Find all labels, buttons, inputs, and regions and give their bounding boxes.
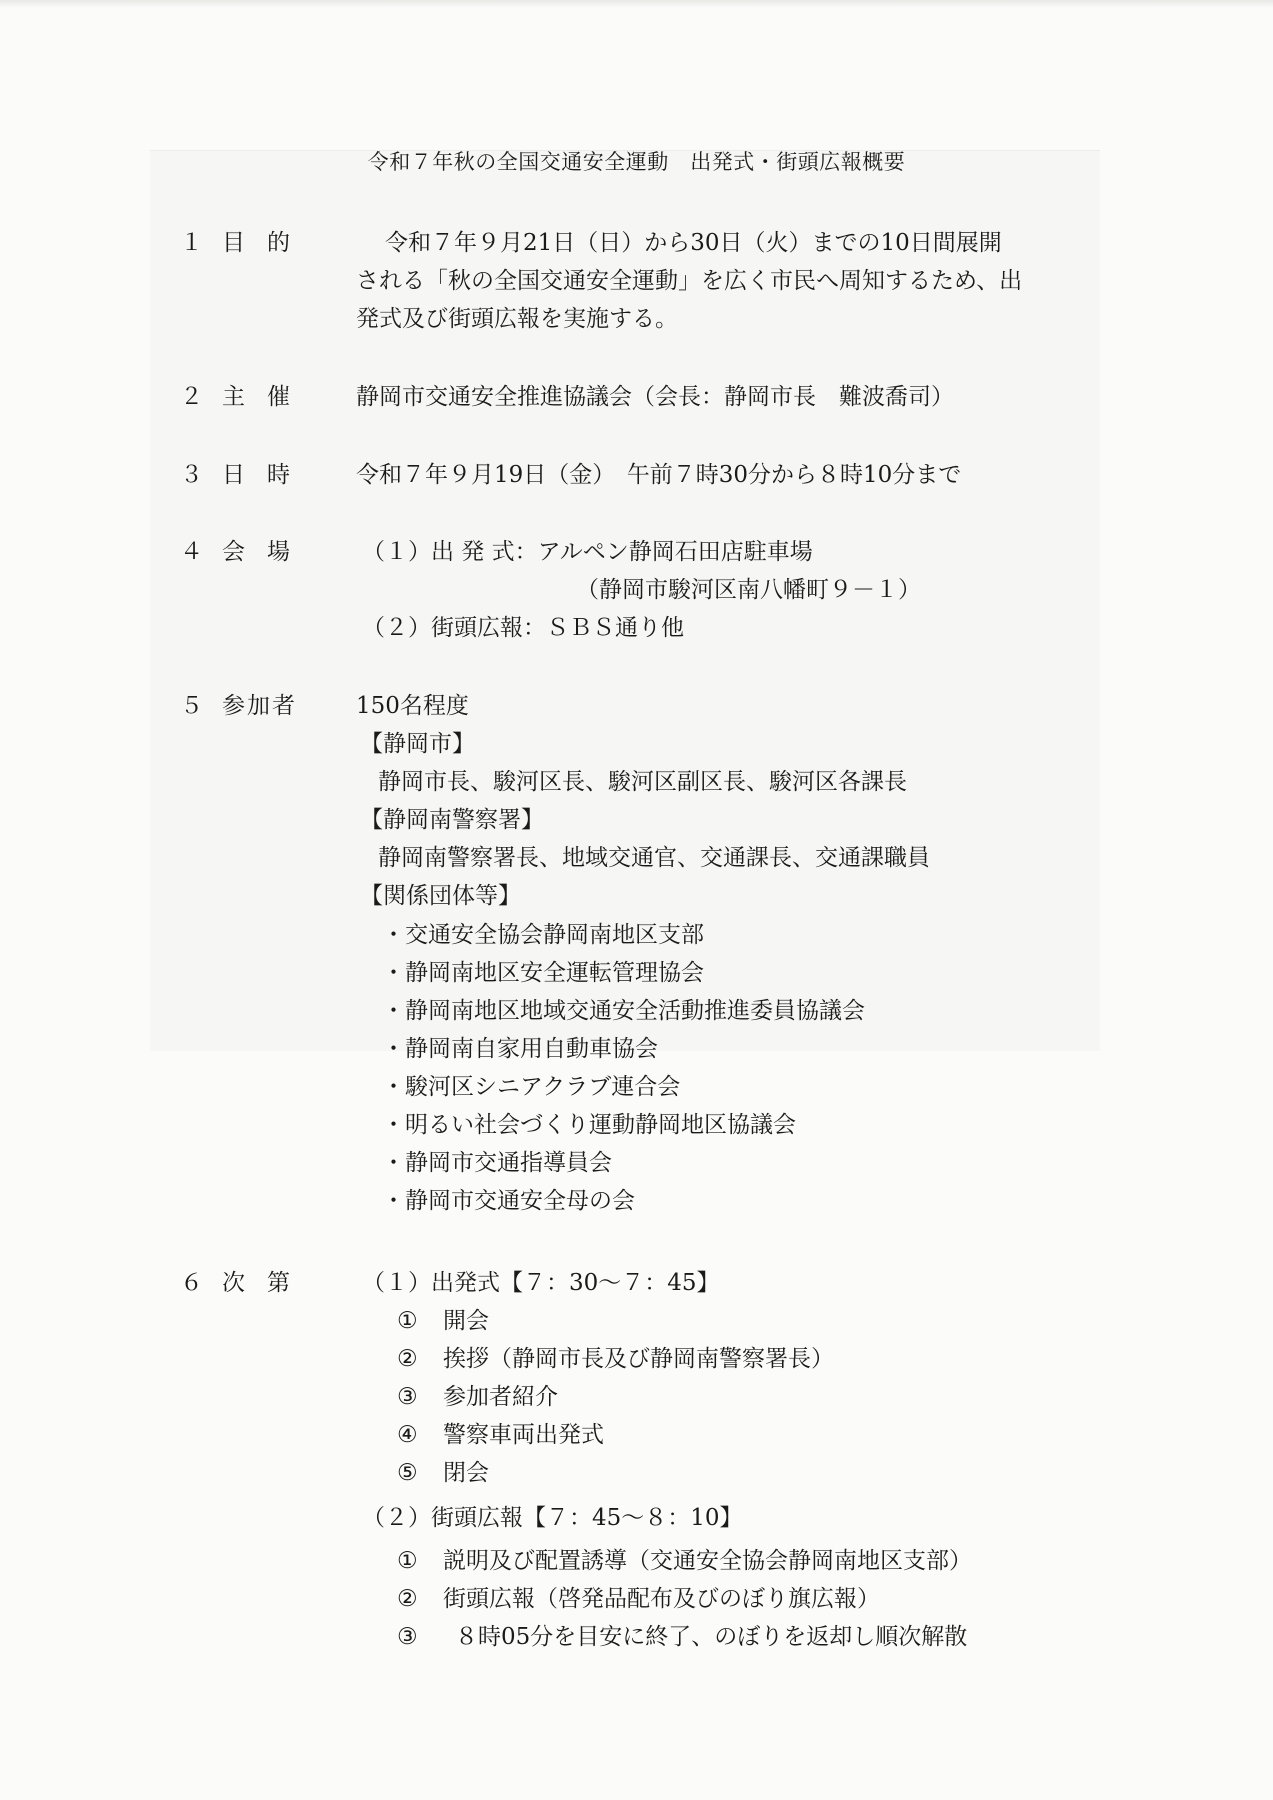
group-heading-related: 【関係団体等】	[360, 883, 521, 909]
organizer-text: 静岡市交通安全推進協議会（会長：静岡市長 難波喬司）	[356, 384, 954, 410]
section-3-number: ３	[180, 462, 203, 488]
section-4-label: 会場	[222, 539, 312, 565]
program-item-text: 説明及び配置誘導（交通安全協会静岡南地区支部）	[443, 1548, 972, 1574]
program-item-mark: ⑤	[397, 1460, 418, 1486]
program-item-mark: ③	[397, 1624, 418, 1650]
program-part2-heading: （２）街頭広報【７：45～８：10】	[362, 1505, 743, 1531]
related-org-item: ・駿河区シニアクラブ連合会	[382, 1074, 681, 1100]
program-item-mark: ④	[397, 1422, 418, 1448]
program-item-mark: ①	[397, 1308, 418, 1334]
venue-street: （２）街頭広報：ＳＢＳ通り他	[362, 615, 684, 641]
related-org-item: ・静岡南地区安全運転管理協会	[382, 960, 704, 986]
purpose-line-1: 令和７年９月21日（日）から30日（火）までの10日間展開	[385, 230, 1002, 256]
venue-address: （静岡市駿河区南八幡町９－１）	[576, 577, 921, 603]
related-org-item: ・静岡南自家用自動車協会	[382, 1036, 658, 1062]
program-item-text: 街頭広報（啓発品配布及びのぼり旗広報）	[443, 1586, 880, 1612]
group-text-police: 静岡南警察署長、地域交通官、交通課長、交通課職員	[378, 845, 930, 871]
program-item-text: 参加者紹介	[443, 1384, 558, 1410]
group-text-city: 静岡市長、駿河区長、駿河区副区長、駿河区各課長	[378, 769, 907, 795]
venue-ceremony: （１）出 発 式：アルペン静岡石田店駐車場	[362, 539, 813, 565]
program-item-mark: ①	[397, 1548, 418, 1574]
purpose-line-3: 発式及び街頭広報を実施する。	[356, 306, 678, 332]
section-6-label: 次第	[222, 1270, 312, 1296]
related-org-item: ・静岡市交通安全母の会	[382, 1188, 635, 1214]
section-1-label: 目的	[222, 230, 312, 256]
group-heading-city: 【静岡市】	[360, 731, 475, 757]
program-item-mark: ②	[397, 1346, 418, 1372]
program-item-text: 開会	[443, 1308, 489, 1334]
section-5-number: ５	[180, 693, 203, 719]
section-3-label: 日時	[222, 462, 312, 488]
section-2-label: 主催	[222, 384, 312, 410]
related-org-item: ・明るい社会づくり運動静岡地区協議会	[382, 1112, 796, 1138]
purpose-line-2: される「秋の全国交通安全運動」を広く市民へ周知するため、出	[356, 268, 1023, 294]
related-org-item: ・交通安全協会静岡南地区支部	[382, 922, 704, 948]
document-title: 令和７年秋の全国交通安全運動 出発式・街頭広報概要	[367, 150, 906, 174]
related-org-item: ・静岡市交通指導員会	[382, 1150, 612, 1176]
program-item-text: ８時05分を目安に終了、のぼりを返却し順次解散	[455, 1624, 968, 1650]
participant-count: 150名程度	[356, 693, 469, 719]
datetime-text: 令和７年９月19日（金） 午前７時30分から８時10分まで	[356, 462, 962, 488]
section-6-number: ６	[180, 1270, 203, 1296]
program-item-mark: ③	[397, 1384, 418, 1410]
scan-edge	[0, 0, 1273, 8]
program-item-text: 挨拶（静岡市長及び静岡南警察署長）	[443, 1346, 834, 1372]
related-org-item: ・静岡南地区地域交通安全活動推進委員協議会	[382, 998, 865, 1024]
program-item-mark: ②	[397, 1586, 418, 1612]
section-5-label: 参加者	[222, 693, 297, 719]
group-heading-police: 【静岡南警察署】	[360, 807, 544, 833]
program-item-text: 警察車両出発式	[443, 1422, 604, 1448]
section-2-number: ２	[180, 384, 203, 410]
program-part1-heading: （１）出発式【７：30～７：45】	[362, 1270, 720, 1296]
section-4-number: ４	[180, 539, 203, 565]
section-1-number: １	[180, 230, 203, 256]
program-item-text: 閉会	[443, 1460, 489, 1486]
